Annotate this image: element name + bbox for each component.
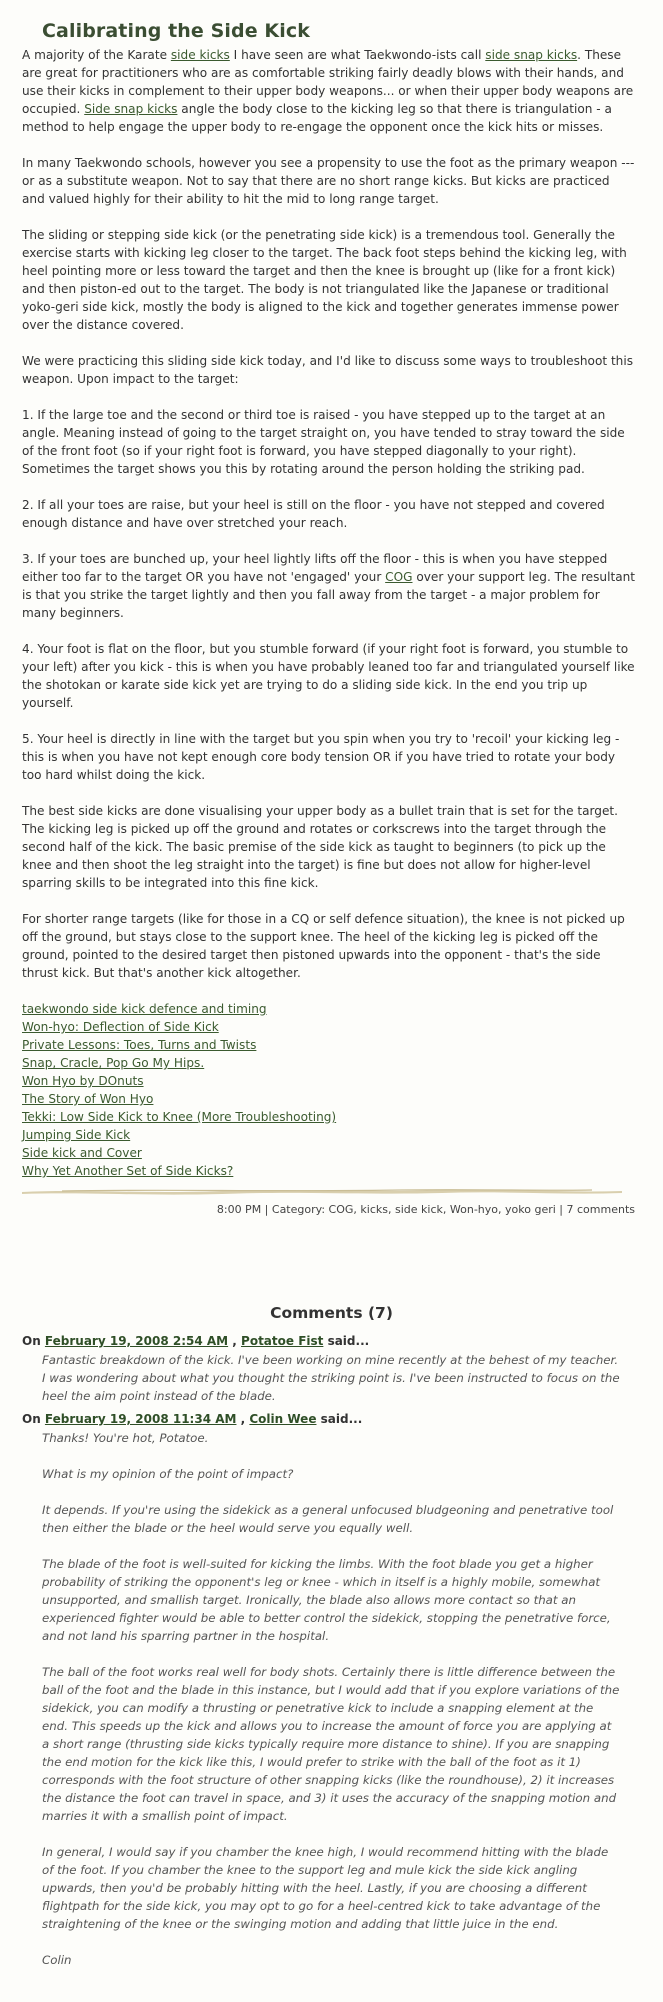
text: , (228, 1334, 242, 1348)
related-post-link[interactable]: Snap, Cracle, Pop Go My Hips. (22, 1056, 205, 1070)
side-kicks-link[interactable]: side kicks (170, 48, 230, 62)
related-post-link[interactable]: Private Lessons: Toes, Turns and Twists (22, 1038, 257, 1052)
category-link[interactable]: Won-hyo (449, 1203, 499, 1216)
post-paragraph-9: 5. Your heel is directly in line with the target but you spin when you try to 'recoil' your kicking leg - this is when you have not kept enough core body tension OR if you have tried to rotate your body too hard whilst doing the kick. (22, 732, 620, 782)
post-paragraph-10: The best side kicks are done visualising your upper body as a bullet train that is set for the target. The kicking leg is picked up off the ground and rotates or corkscrews into the target through the second half of the kick. The basic premise of the side kick as taught to beginners (to pick up the knee and then shoot the leg straight into the target) is fine but does not allow for higher-level sparring skills to be integrated into this fine kick. (22, 804, 618, 890)
comment-signature: Colin (42, 1953, 72, 1967)
category-link[interactable]: side kick (395, 1203, 443, 1216)
comment-header (22, 1333, 622, 1349)
comment-paragraph: Fantastic breakdown of the kick. I've been working on mine recently at the behest of my teacher. I was wondering about what you thought the striking point is. I've been instructed to focus on the heel the aim point instead of the blade. (42, 1353, 620, 1403)
side-snap-kicks-link-2[interactable]: Side snap kicks (84, 102, 178, 116)
category-link[interactable]: COG (328, 1203, 354, 1216)
post-time: 8:00 PM (216, 1203, 262, 1216)
meta-separator: | Category: (261, 1203, 329, 1216)
comment-paragraph: Thanks! You're hot, Potatoe. (42, 1431, 209, 1445)
related-post-link[interactable]: Jumping Side Kick (22, 1128, 131, 1142)
comments-heading: Comments (7) (270, 1304, 393, 1322)
category-link[interactable]: yoko geri (505, 1203, 556, 1216)
comment (22, 1411, 622, 1969)
related-post-link[interactable]: taekwondo side kick defence and timing (22, 1002, 267, 1016)
post-meta: 8:00 PM | Category: COG, kicks, side kick, Won-hyo, yoko geri | 7 comments (216, 1203, 635, 1216)
comment-author-link[interactable]: Colin Wee (249, 1412, 317, 1426)
comment (22, 1333, 622, 1405)
comments-count-link[interactable]: 7 comments (566, 1203, 635, 1216)
comment-author-link[interactable]: Potatoe Fist (241, 1334, 324, 1348)
related-post-link[interactable]: Side kick and Cover (22, 1146, 142, 1160)
brush-divider (22, 1186, 622, 1196)
comment-header (22, 1411, 622, 1427)
related-post-link[interactable]: Tekki: Low Side Kick to Knee (More Troubleshooting) (22, 1110, 337, 1124)
post-paragraph-4: We were practicing this sliding side kick today, and I'd like to discuss some ways to troubleshoot this weapon. Upon impact to the target: (22, 354, 634, 386)
comments-list (22, 1333, 622, 1975)
text: said... (323, 1334, 370, 1348)
comment-paragraph: It depends. If you're using the sidekick as a general unfocused bludgeoning and penetrative tool then either the blade or the heel would serve you equally well. (42, 1503, 614, 1535)
related-post-link[interactable]: Why Yet Another Set of Side Kicks? (22, 1164, 234, 1178)
text: . These are great for practitioners who are as comfortable striking fairly deadly blows with their hands, and use their kicks in complement to their upper body weapons... or when their upper body weapons are occupied. (22, 48, 634, 116)
text: A majority of the Karate (22, 48, 171, 62)
post-paragraph-2: In many Taekwondo schools, however you see a propensity to use the foot as the primary weapon --- or as a substitute weapon. Not to say that there are no short range kicks. But kicks are practiced and valued highly for their ability to hit the mid to long range target. (22, 156, 635, 206)
text: 3. If your toes are bunched up, your heel lightly lifts off the floor - this is when you have stepped either too far to the target OR you have not 'engaged' your (22, 552, 608, 584)
text: angle the body close to the kicking leg so that there is triangulation - a method to help engage the upper body to re-engage the opponent once the kick hits or misses. (22, 102, 612, 134)
post-paragraph-8: 4. Your foot is flat on the floor, but you stumble forward (if your right foot is forward, you stumble to your left) after you kick - this is when you have probably leaned too far and triangulated yourself like the shotokan or karate side kick yet are trying to do a sliding side kick. In the end you trip up yourself. (22, 642, 635, 710)
post-paragraph-11: For shorter range targets (like for those in a CQ or self defence situation), the knee is not picked up off the ground, but stays close to the support knee. The heel of the kicking leg is picked off the ground, pointed to the desired target then pistoned upwards into the opponent - that's the side thrust kick. But that's another kick altogether. (22, 912, 625, 980)
category-link[interactable]: kicks (360, 1203, 388, 1216)
post-paragraph-7 (22, 550, 635, 622)
text: , (236, 1412, 250, 1426)
comment-paragraph: The ball of the foot works real well for body shots. Certainly there is little difference between the ball of the foot and the blade in this instance, but I would add that if you explore variations of the sidekick, you can modify a thrusting or penetrative kick to include a snapping element at the end. This speeds up the kick and allows you to increase the amount of force you are applying at a short range (thrusting side kicks typically require more distance to shine). If you are snapping the end motion for the kick like this, I would prefer to strike with the ball of the foot as it 1) corresponds with the foot structure of other snapping kicks (like the roundhouse), 2) it increases the distance the foot can travel in space, and 3) it uses the accuracy of the snapping motion and marries it with a smallish point of impact. (42, 1665, 620, 1823)
post-paragraph-3: The sliding or stepping side kick (or the penetrating side kick) is a tremendous tool. Generally the exercise starts with kicking leg closer to the target. The back foot steps behind the kicking leg, with heel pointing more or less toward the target and then the knee is brought up (like for a front kick) and then piston-ed out to the target. The body is not triangulated like the Japanese or traditional yoko-geri side kick, mostly the body is aligned to the kick and together generates immense power over the distance covered. (22, 228, 627, 332)
meta-separator: | (555, 1203, 567, 1216)
comment-paragraph: The blade of the foot is well-suited for kicking the limbs. With the foot blade you get a higher probability of striking the opponent's leg or knee - which in itself is a highly mobile, somewhat unsupported, and smallish target. Ironically, the blade also allows more contact so that an experienced fighter would be able to better control the sidekick, stopping the penetrative force, and not land his sparring partner in the hospital. (42, 1557, 611, 1643)
cog-link[interactable]: COG (385, 570, 413, 584)
text: said... (316, 1412, 363, 1426)
text: I have seen are what Taekwondo-ists call (229, 48, 486, 62)
comment-paragraph: In general, I would say if you chamber the knee high, I would recommend hitting with the blade of the foot. If you chamber the knee to the support leg and mule kick the side kick angling upwards, then you'd be probably hitting with the heel. Lastly, if you are choosing a different flightpath for the side kick, you may opt to go for a heel-centred kick to take advantage of the straightening of the knee or the swinging motion and adding that little juice in the end. (42, 1845, 609, 1931)
post-paragraph-5: 1. If the large toe and the second or third toe is raised - you have stepped up to the target at an angle. Meaning instead of going to the target straight on, you have tended to stray toward the side of the front foot (so if your right foot is forward, you have stepped diagonally to your right). Sometimes the target shows you this by rotating around the person holding the striking pad. (22, 408, 625, 476)
comment-date-link[interactable]: February 19, 2008 11:34 AM (44, 1412, 237, 1426)
related-posts-list (22, 1000, 635, 1180)
comment-body (42, 1351, 622, 1405)
text: On (22, 1412, 45, 1426)
related-post-link[interactable]: Won-hyo: Deflection of Side Kick (22, 1020, 219, 1034)
related-post-link[interactable]: The Story of Won Hyo (22, 1092, 154, 1106)
post-paragraph-6: 2. If all your toes are raise, but your heel is still on the floor - you have not stepped and covered enough distance and have over stretched your reach. (22, 498, 605, 530)
text: On (22, 1334, 45, 1348)
side-snap-kicks-link[interactable]: side snap kicks (485, 48, 578, 62)
comment-date-link[interactable]: February 19, 2008 2:54 AM (44, 1334, 229, 1348)
post-paragraph-1 (22, 46, 635, 136)
post-title: Calibrating the Side Kick (42, 20, 310, 42)
comment-body (42, 1429, 622, 1969)
text: over your support leg. The resultant is that you strike the target lightly and then you fall away from the target - a major problem for many beginners. (22, 570, 636, 620)
comment-paragraph: What is my opinion of the point of impact? (42, 1467, 294, 1481)
related-post-link[interactable]: Won Hyo by DOnuts (22, 1074, 144, 1088)
